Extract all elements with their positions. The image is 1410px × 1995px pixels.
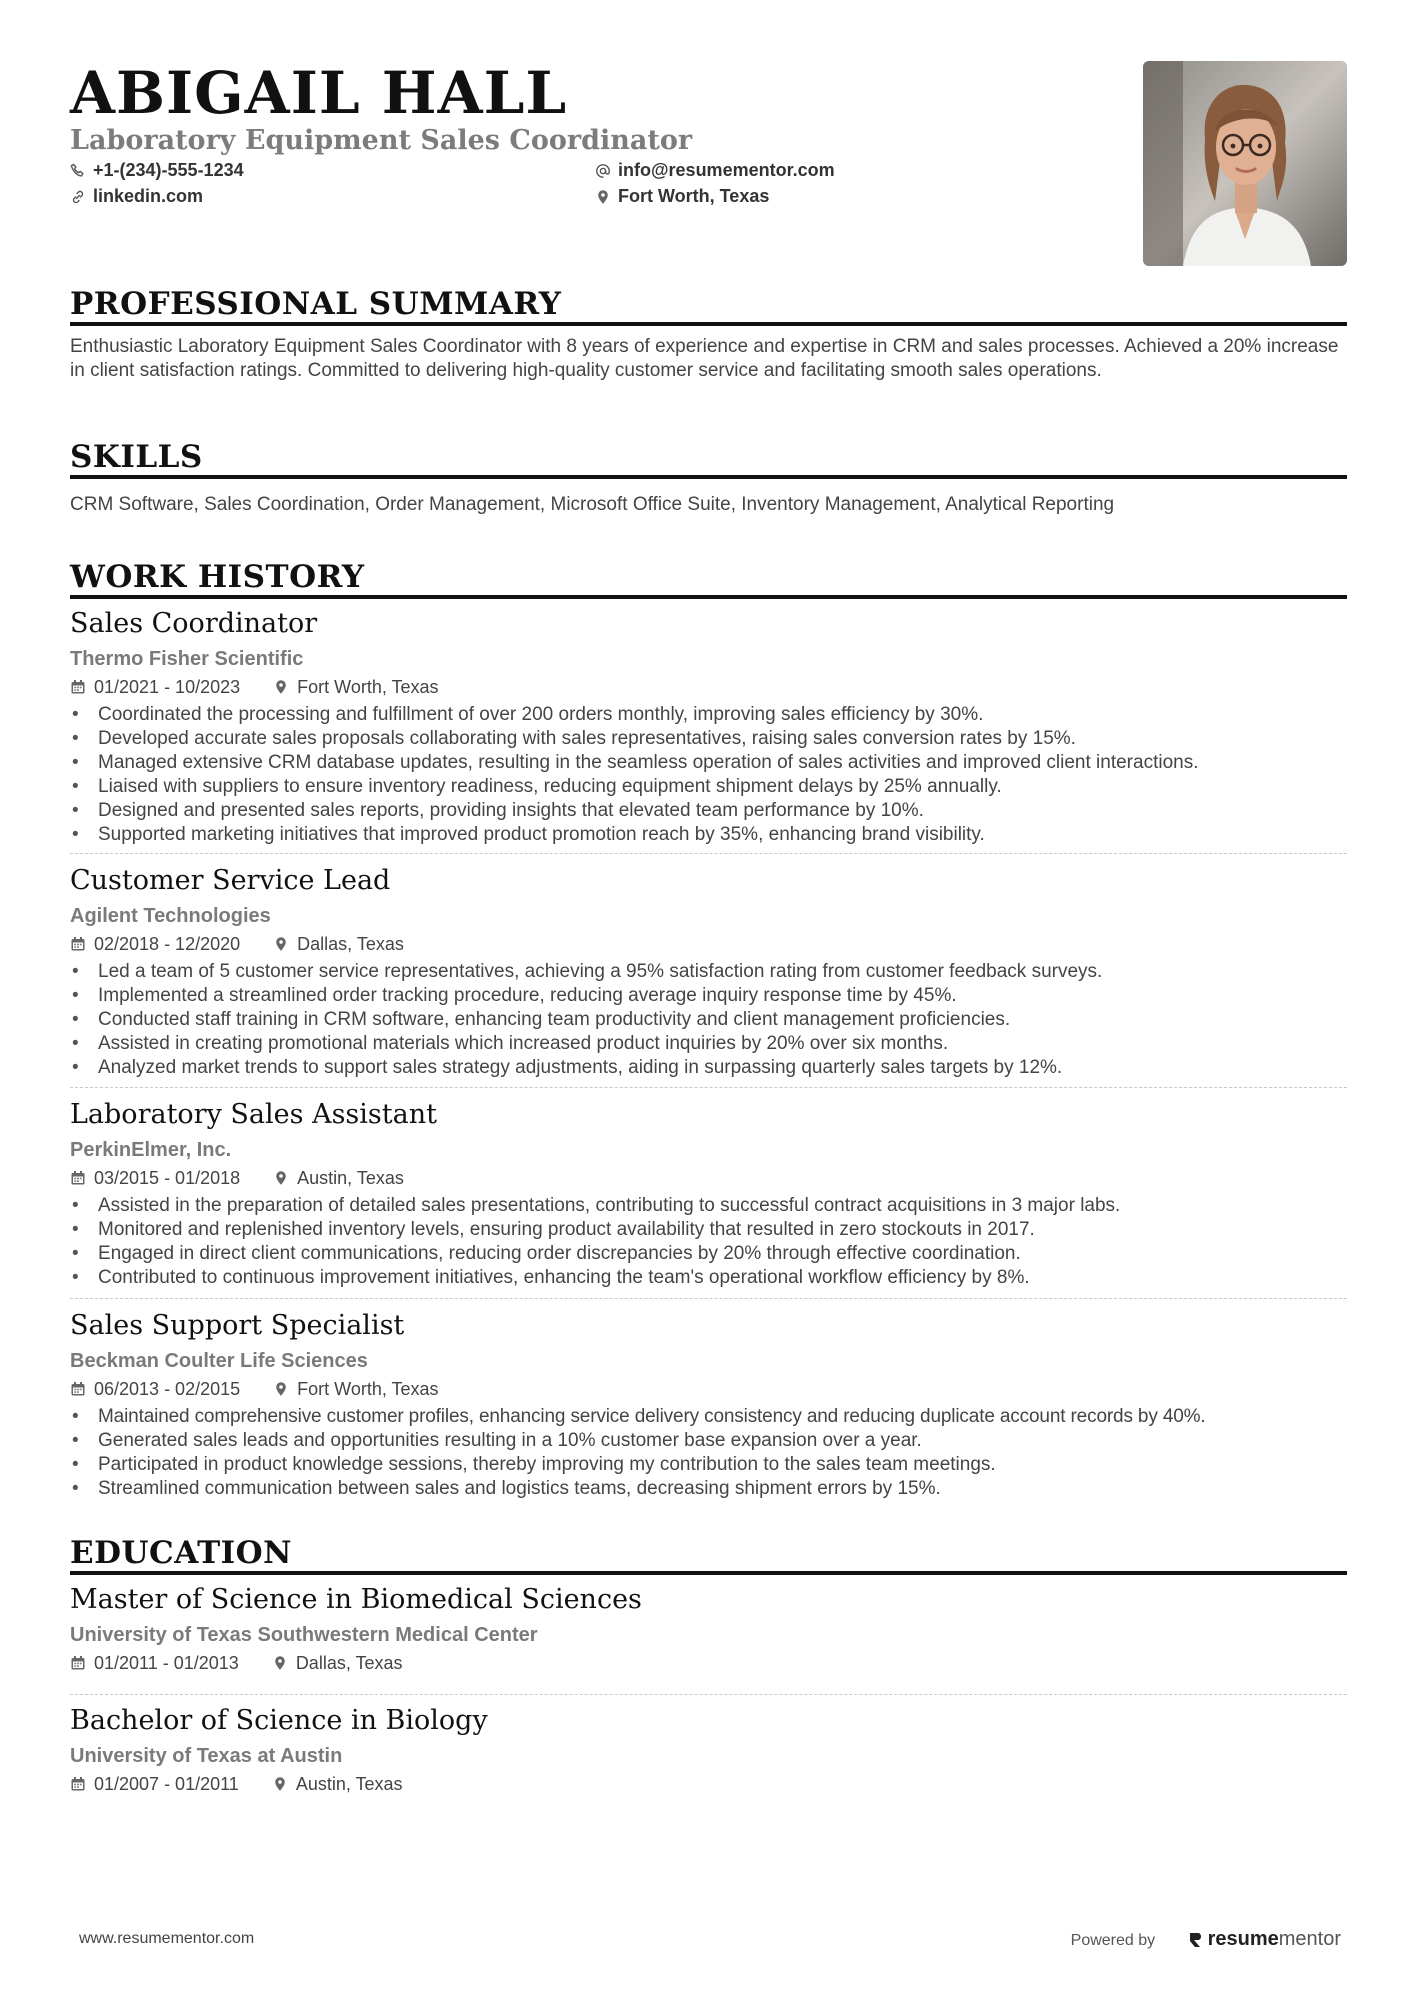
skills-rule	[70, 475, 1347, 479]
job-bullets	[70, 703, 1347, 847]
profile-photo	[1143, 61, 1347, 266]
work-history-heading: WORK HISTORY	[70, 559, 365, 595]
location-pin-icon	[273, 936, 289, 952]
profile-photo-illustration	[1143, 61, 1347, 266]
list-item: • Developed accurate sales proposals collaborating with sales representatives, raising sales conversion rates by 15%.	[70, 727, 1347, 751]
job-meta	[70, 1377, 1347, 1401]
brand-logo	[1188, 1928, 1341, 1950]
job-entry	[70, 607, 1347, 847]
list-item: • Analyzed market trends to support sales strategy adjustments, aiding in surpassing quarterly sales targets by 12%.	[70, 1056, 1347, 1080]
location-text: Fort Worth, Texas	[618, 186, 770, 206]
at-icon	[595, 161, 613, 185]
summary-text: Enthusiastic Laboratory Equipment Sales Coordinator with 8 years of experience and expertise in CRM and sales processes. Achieved a 20% increase in client satisfaction ratings. Committed to delivering high-quality customer service and facilitating smooth sales operations.	[70, 336, 1339, 381]
list-item: • Coordinated the processing and fulfillment of over 200 orders monthly, improving sales efficiency by 30%.	[70, 703, 1347, 727]
job-title: Laboratory Sales Assistant	[70, 1099, 437, 1130]
job-divider	[70, 853, 1347, 854]
job-entry	[70, 1098, 1347, 1290]
phone-text: +1-(234)-555-1234	[93, 160, 244, 180]
job-title: Sales Coordinator	[70, 608, 318, 639]
list-item: • Contributed to continuous improvement initiatives, enhancing the team's operational workflow efficiency by 8%.	[70, 1266, 1347, 1290]
education-section	[70, 1535, 1347, 1575]
job-location: Fort Worth, Texas	[297, 677, 439, 697]
link-icon	[70, 187, 88, 211]
job-entry	[70, 1309, 1347, 1501]
location-pin-icon	[273, 1170, 289, 1186]
resume-page	[70, 0, 1347, 1995]
education-meta	[70, 1772, 1347, 1796]
contact-phone[interactable]	[70, 158, 244, 185]
list-item: • Assisted in the preparation of detailed sales presentations, contributing to successful contract acquisitions in 3 major labs.	[70, 1194, 1347, 1218]
job-bullets	[70, 1405, 1347, 1501]
job-company: Thermo Fisher Scientific	[70, 648, 304, 670]
summary-section	[70, 286, 1347, 383]
brand-light: mentor	[1278, 1928, 1341, 1950]
job-location: Fort Worth, Texas	[297, 1379, 439, 1399]
calendar-icon	[70, 1776, 86, 1792]
linkedin-text: linkedin.com	[93, 186, 204, 206]
job-title: Sales Support Specialist	[70, 1310, 405, 1341]
resumementor-logo-icon	[1188, 1931, 1204, 1949]
location-pin-icon	[595, 187, 613, 211]
location-pin-icon	[272, 1776, 288, 1792]
list-item: • Implemented a streamlined order tracking procedure, reducing average inquiry response time by 45%.	[70, 984, 1347, 1008]
summary-rule	[70, 322, 1347, 326]
list-item: • Led a team of 5 customer service representatives, achieving a 95% satisfaction rating from customer feedback surveys.	[70, 960, 1347, 984]
brand-bold: resume	[1207, 1928, 1279, 1950]
job-entry	[70, 864, 1347, 1080]
list-item: • Managed extensive CRM database updates, resulting in the seamless operation of sales activities and improved client interactions.	[70, 751, 1347, 775]
job-company: PerkinElmer, Inc.	[70, 1139, 232, 1161]
job-company: Agilent Technologies	[70, 905, 271, 927]
calendar-icon	[70, 1170, 86, 1186]
contact-linkedin[interactable]	[70, 184, 203, 211]
education-entry	[70, 1583, 1347, 1675]
list-item: • Liaised with suppliers to ensure inventory readiness, reducing equipment shipment delays by 25% annually.	[70, 775, 1347, 799]
phone-icon	[70, 161, 88, 185]
location-pin-icon	[272, 1655, 288, 1671]
job-divider	[70, 1298, 1347, 1299]
location-pin-icon	[273, 1381, 289, 1397]
list-item: • Assisted in creating promotional materials which increased product inquiries by 20% over six months.	[70, 1032, 1347, 1056]
education-entry	[70, 1704, 1347, 1796]
list-item: • Monitored and replenished inventory levels, ensuring product availability that resulted in zero stockouts in 2017.	[70, 1218, 1347, 1242]
job-meta	[70, 1166, 1347, 1190]
education-meta	[70, 1651, 1347, 1675]
job-dates: 03/2015 - 01/2018	[94, 1168, 241, 1188]
skills-text: CRM Software, Sales Coordination, Order Management, Microsoft Office Suite, Inventory Management, Analytical Reporting	[70, 494, 1115, 515]
work-history-section	[70, 559, 1347, 599]
summary-heading: PROFESSIONAL SUMMARY	[70, 286, 562, 322]
job-meta	[70, 932, 1347, 956]
job-dates: 01/2021 - 10/2023	[94, 677, 241, 697]
job-company: Beckman Coulter Life Sciences	[70, 1350, 368, 1372]
job-dates: 06/2013 - 02/2015	[94, 1379, 241, 1399]
list-item: • Designed and presented sales reports, providing insights that elevated team performance by 10%.	[70, 799, 1347, 823]
list-item: • Engaged in direct client communications, reducing order discrepancies by 20% through effective coordination.	[70, 1242, 1347, 1266]
candidate-name: ABIGAIL HALL	[70, 59, 568, 127]
job-bullets	[70, 960, 1347, 1080]
email-text: info@resumementor.com	[618, 160, 835, 180]
candidate-role: Laboratory Equipment Sales Coordinator	[70, 125, 693, 156]
calendar-icon	[70, 679, 86, 695]
footer-website[interactable]: www.resumementor.com	[79, 1930, 255, 1947]
list-item: • Conducted staff training in CRM software, enhancing team productivity and client management proficiencies.	[70, 1008, 1347, 1032]
calendar-icon	[70, 936, 86, 952]
degree-title: Bachelor of Science in Biology	[70, 1705, 488, 1736]
skills-heading: SKILLS	[70, 439, 203, 475]
job-location: Austin, Texas	[297, 1168, 404, 1188]
list-item: • Supported marketing initiatives that improved product promotion reach by 35%, enhancing brand visibility.	[70, 823, 1347, 847]
education-dates: 01/2011 - 01/2013	[94, 1653, 239, 1673]
education-rule	[70, 1571, 1347, 1575]
job-bullets	[70, 1194, 1347, 1290]
list-item: • Streamlined communication between sales and logistics teams, decreasing shipment errors by 15%.	[70, 1477, 1347, 1501]
contact-email[interactable]	[595, 158, 835, 185]
job-divider	[70, 1087, 1347, 1088]
location-pin-icon	[273, 679, 289, 695]
education-dates: 01/2007 - 01/2011	[94, 1774, 239, 1794]
school-name: University of Texas Southwestern Medical Center	[70, 1624, 538, 1646]
skills-section	[70, 439, 1347, 517]
education-location: Austin, Texas	[295, 1774, 403, 1794]
list-item: • Generated sales leads and opportunities resulting in a 10% customer base expansion over a year.	[70, 1429, 1347, 1453]
education-heading: EDUCATION	[70, 1535, 292, 1571]
job-meta	[70, 675, 1347, 699]
footer-branding[interactable]	[1071, 1928, 1341, 1951]
calendar-icon	[70, 1381, 86, 1397]
school-name: University of Texas at Austin	[70, 1745, 343, 1767]
work-history-rule	[70, 595, 1347, 599]
powered-by-label: Powered by	[1070, 1932, 1156, 1949]
contact-location	[595, 184, 769, 211]
job-location: Dallas, Texas	[297, 934, 404, 954]
calendar-icon	[70, 1655, 86, 1671]
job-dates: 02/2018 - 12/2020	[94, 934, 241, 954]
list-item: • Maintained comprehensive customer profiles, enhancing service delivery consistency and reducing duplicate account records by 40%.	[70, 1405, 1347, 1429]
job-title: Customer Service Lead	[70, 865, 391, 896]
degree-title: Master of Science in Biomedical Sciences	[70, 1584, 642, 1615]
education-divider	[70, 1694, 1347, 1695]
list-item: • Participated in product knowledge sessions, thereby improving my contribution to the sales team meetings.	[70, 1453, 1347, 1477]
education-location: Dallas, Texas	[295, 1653, 403, 1673]
